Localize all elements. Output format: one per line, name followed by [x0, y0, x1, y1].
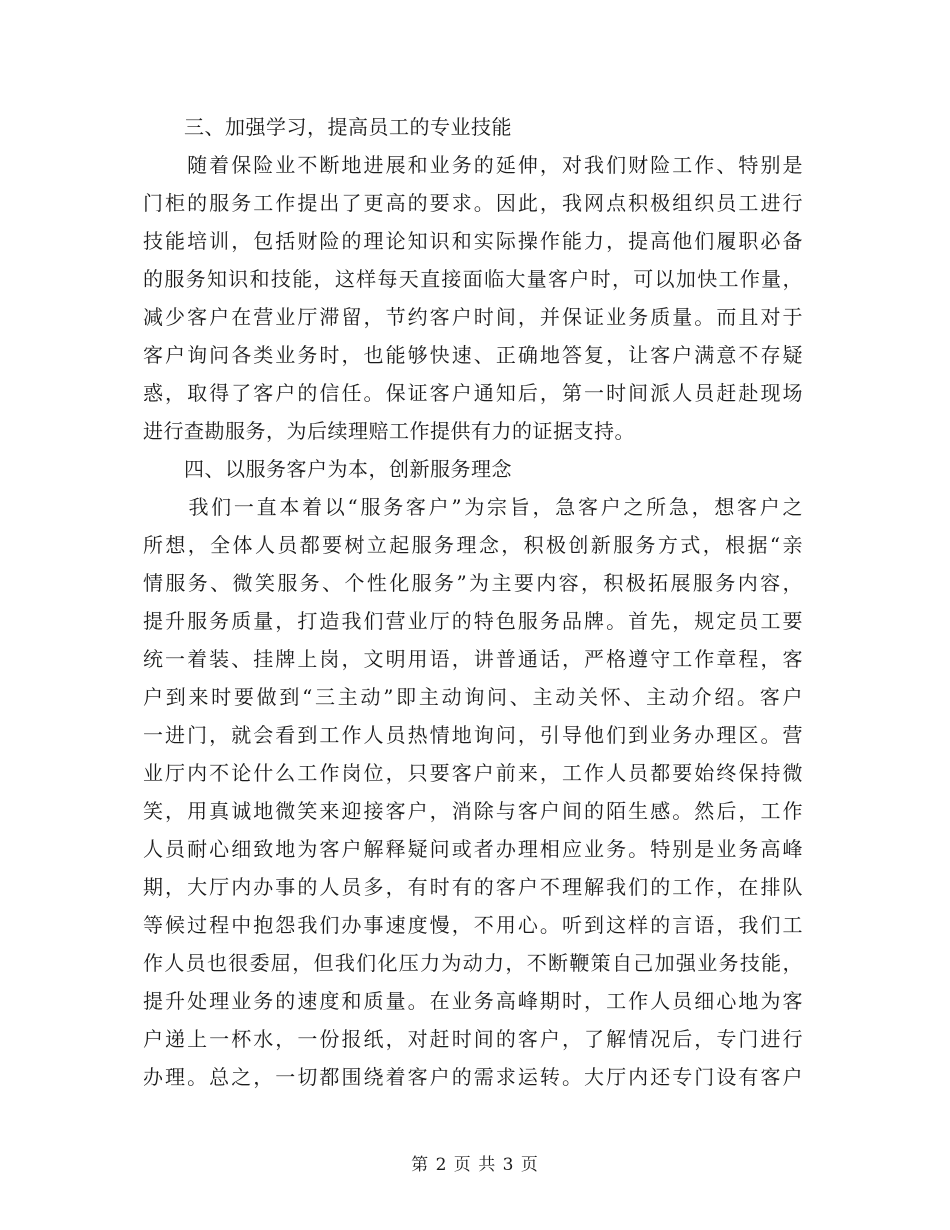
paragraph-line: 进行查勘服务，为后续理赔工作提供有力的证据支持。: [143, 419, 635, 443]
paragraph-line: 所想，全体人员都要树立起服务理念，积极创新服务方式，根据“亲: [143, 533, 803, 557]
paragraph-line: 作人员也很委屈，但我们化压力为动力，不断鞭策自己加强业务技能，: [143, 951, 803, 975]
paragraph-line: 门柜的服务工作提出了更高的要求。因此，我网点积极组织员工进行: [143, 191, 803, 215]
paragraph-line: 一进门，就会看到工作人员热情地询问，引导他们到业务办理区。营: [143, 723, 803, 747]
paragraph-line: 提升处理业务的速度和质量。在业务高峰期时，工作人员细心地为客: [143, 989, 803, 1013]
section-heading-3: 三、加强学习，提高员工的专业技能: [143, 115, 512, 139]
paragraph-line: 技能培训，包括财险的理论知识和实际操作能力，提高他们履职必备: [143, 229, 803, 253]
paragraph-line: 笑，用真诚地微笑来迎接客户，消除与客户间的陌生感。然后，工作: [143, 799, 803, 823]
paragraph-line: 期，大厅内办事的人员多，有时有的客户不理解我们的工作，在排队: [143, 875, 803, 899]
paragraph-line: 提升服务质量，打造我们营业厅的特色服务品牌。首先，规定员工要: [143, 609, 803, 633]
paragraph-line: 人员耐心细致地为客户解释疑问或者办理相应业务。特别是业务高峰: [143, 837, 803, 861]
paragraph-line: 的服务知识和技能，这样每天直接面临大量客户时，可以加快工作量，: [143, 267, 803, 291]
paragraph-line: 户递上一杯水，一份报纸，对赶时间的客户，了解情况后，专门进行: [143, 1027, 803, 1051]
paragraph-line: 情服务、微笑服务、个性化服务”为主要内容，积极拓展服务内容，: [143, 571, 803, 595]
paragraph-line: 业厅内不论什么工作岗位，只要客户前来，工作人员都要始终保持微: [143, 761, 803, 785]
paragraph-line: 惑，取得了客户的信任。保证客户通知后，第一时间派人员赶赴现场: [143, 381, 803, 405]
paragraph-line: 随着保险业不断地进展和业务的延伸，对我们财险工作、特别是: [143, 153, 803, 177]
paragraph-line: 减少客户在营业厅滞留，节约客户时间，并保证业务质量。而且对于: [143, 305, 803, 329]
paragraph-line: 统一着装、挂牌上岗，文明用语，讲普通话，严格遵守工作章程，客: [143, 647, 803, 671]
paragraph-line: 我们一直本着以“服务客户”为宗旨，急客户之所急，想客户之: [143, 495, 803, 519]
paragraph-line: 办理。总之，一切都围绕着客户的需求运转。大厅内还专门设有客户: [143, 1065, 803, 1089]
paragraph-line: 等候过程中抱怨我们办事速度慢，不用心。听到这样的言语，我们工: [143, 913, 803, 937]
page-footer: 第 2 页 共 3 页: [411, 1155, 539, 1175]
section-heading-4: 四、以服务客户为本，创新服务理念: [143, 457, 512, 481]
paragraph-line: 客户询问各类业务时，也能够快速、正确地答复，让客户满意不存疑: [143, 343, 803, 367]
paragraph-line: 户到来时要做到“三主动”即主动询问、主动关怀、主动介绍。客户: [143, 685, 803, 709]
